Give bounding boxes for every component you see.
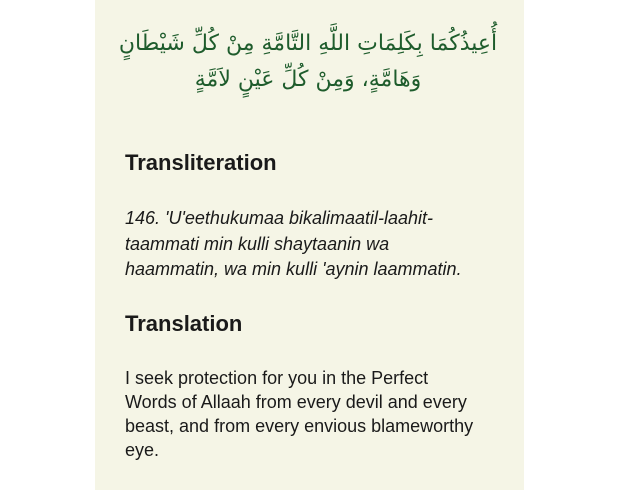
arabic-dua-text: أُعِيذُكُمَا بِكَلِمَاتِ اللَّهِ التَّامَّةِ مِنْ كُلِّ شَيْطَانٍ وَهَامَّةٍ، وَمِنْ كُلِّ عَيْنٍ لاَمَّةٍ: [118, 31, 498, 92]
content-screen: [95, 0, 524, 490]
translation-text: I seek protection for you in the Perfect Words of Allaah from every devil and every beast, and from every envious blameworthy eye.: [125, 368, 474, 460]
transliteration-heading: Transliteration: [125, 150, 277, 175]
translation-heading: Translation: [125, 311, 243, 336]
transliteration-text: 146. 'U'eethukumaa bikalimaatil-laahit- taammati min kulli shaytaanin wa haammatin, wa min kulli 'aynin laammatin.: [125, 208, 462, 279]
